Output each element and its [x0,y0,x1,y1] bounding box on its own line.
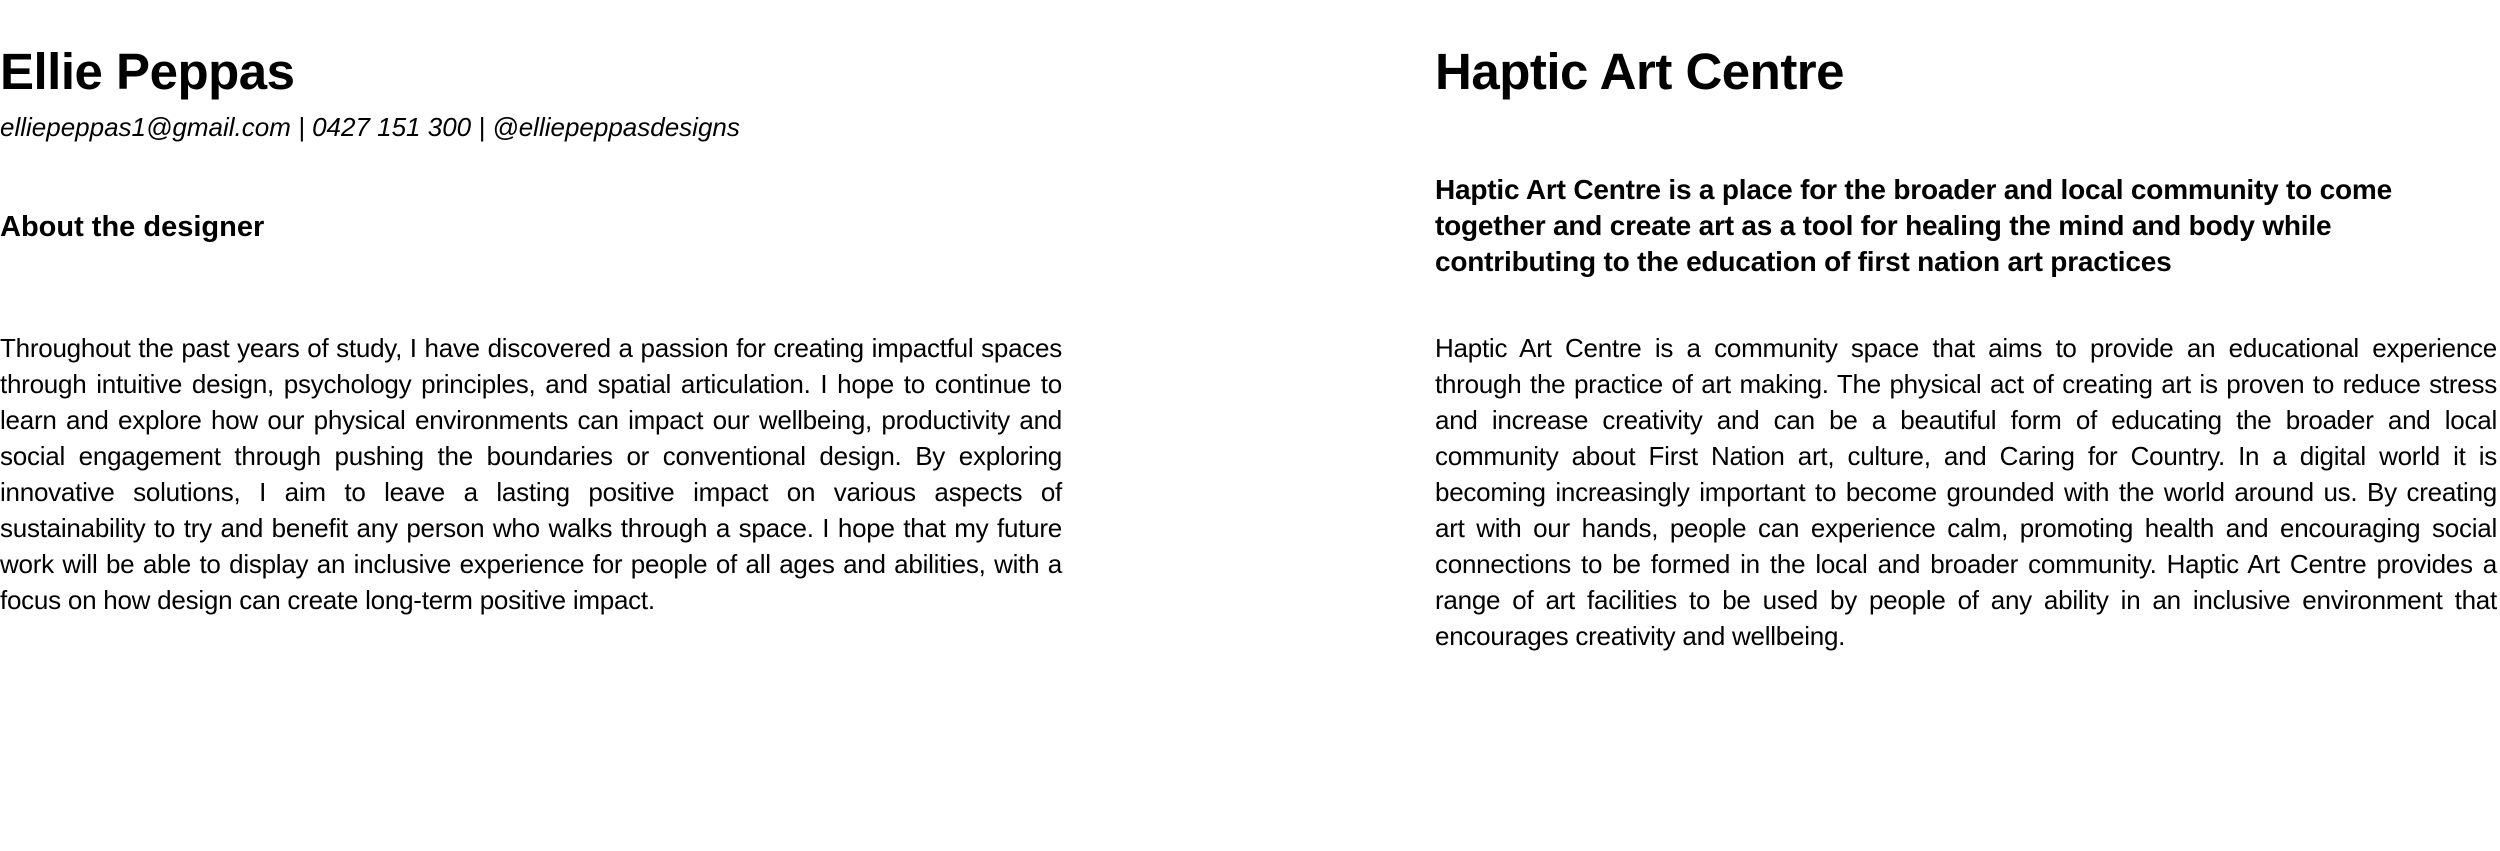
designer-contact: elliepeppas1@gmail.com | 0427 151 300 | @elliepeppasdesigns [0,112,740,142]
project-title: Haptic Art Centre [1435,43,1845,100]
about-text: Throughout the past years of study, I have discovered a passion for creating impactful spaces through intuitive design, psychology principles, and spatial articulation. I hope to continue to learn and explore how our physical environments can impact our wellbeing, productivity and social engagement through pushing the boundaries or conventional design. By exploring innovative solutions, I aim to leave a lasting positive impact on various aspects of sustainability to try and benefit any person who walks through a space. I hope that my future work will be able to display an inclusive experience for people of all ages and abilities, with a focus on how design can create long-term positive impact. [0,333,1062,615]
about-heading: About the designer [0,211,265,243]
designer-name: Ellie Peppas [0,43,295,100]
project-summary: Haptic Art Centre is a place for the broader and local community to come together and create art as a tool for healing the mind and body while contributing to the education of first nation art practices [1435,174,2393,277]
project-description: Haptic Art Centre is a community space that aims to provide an educational experience through the practice of art making. The physical act of creating art is proven to reduce stress and increase creativity and can be a beautiful form of educating the broader and local community about First Nation art, culture, and Caring for Country. In a digital world it is becoming increasingly important to become grounded with the world around us. By creating art with our hands, people can experience calm, promoting health and encouraging social connections to be formed in the local and broader community. Haptic Art Centre provides a range of art facilities to be used by people of any ability in an inclusive environment that encourages creativity and wellbeing. [1435,333,2497,651]
